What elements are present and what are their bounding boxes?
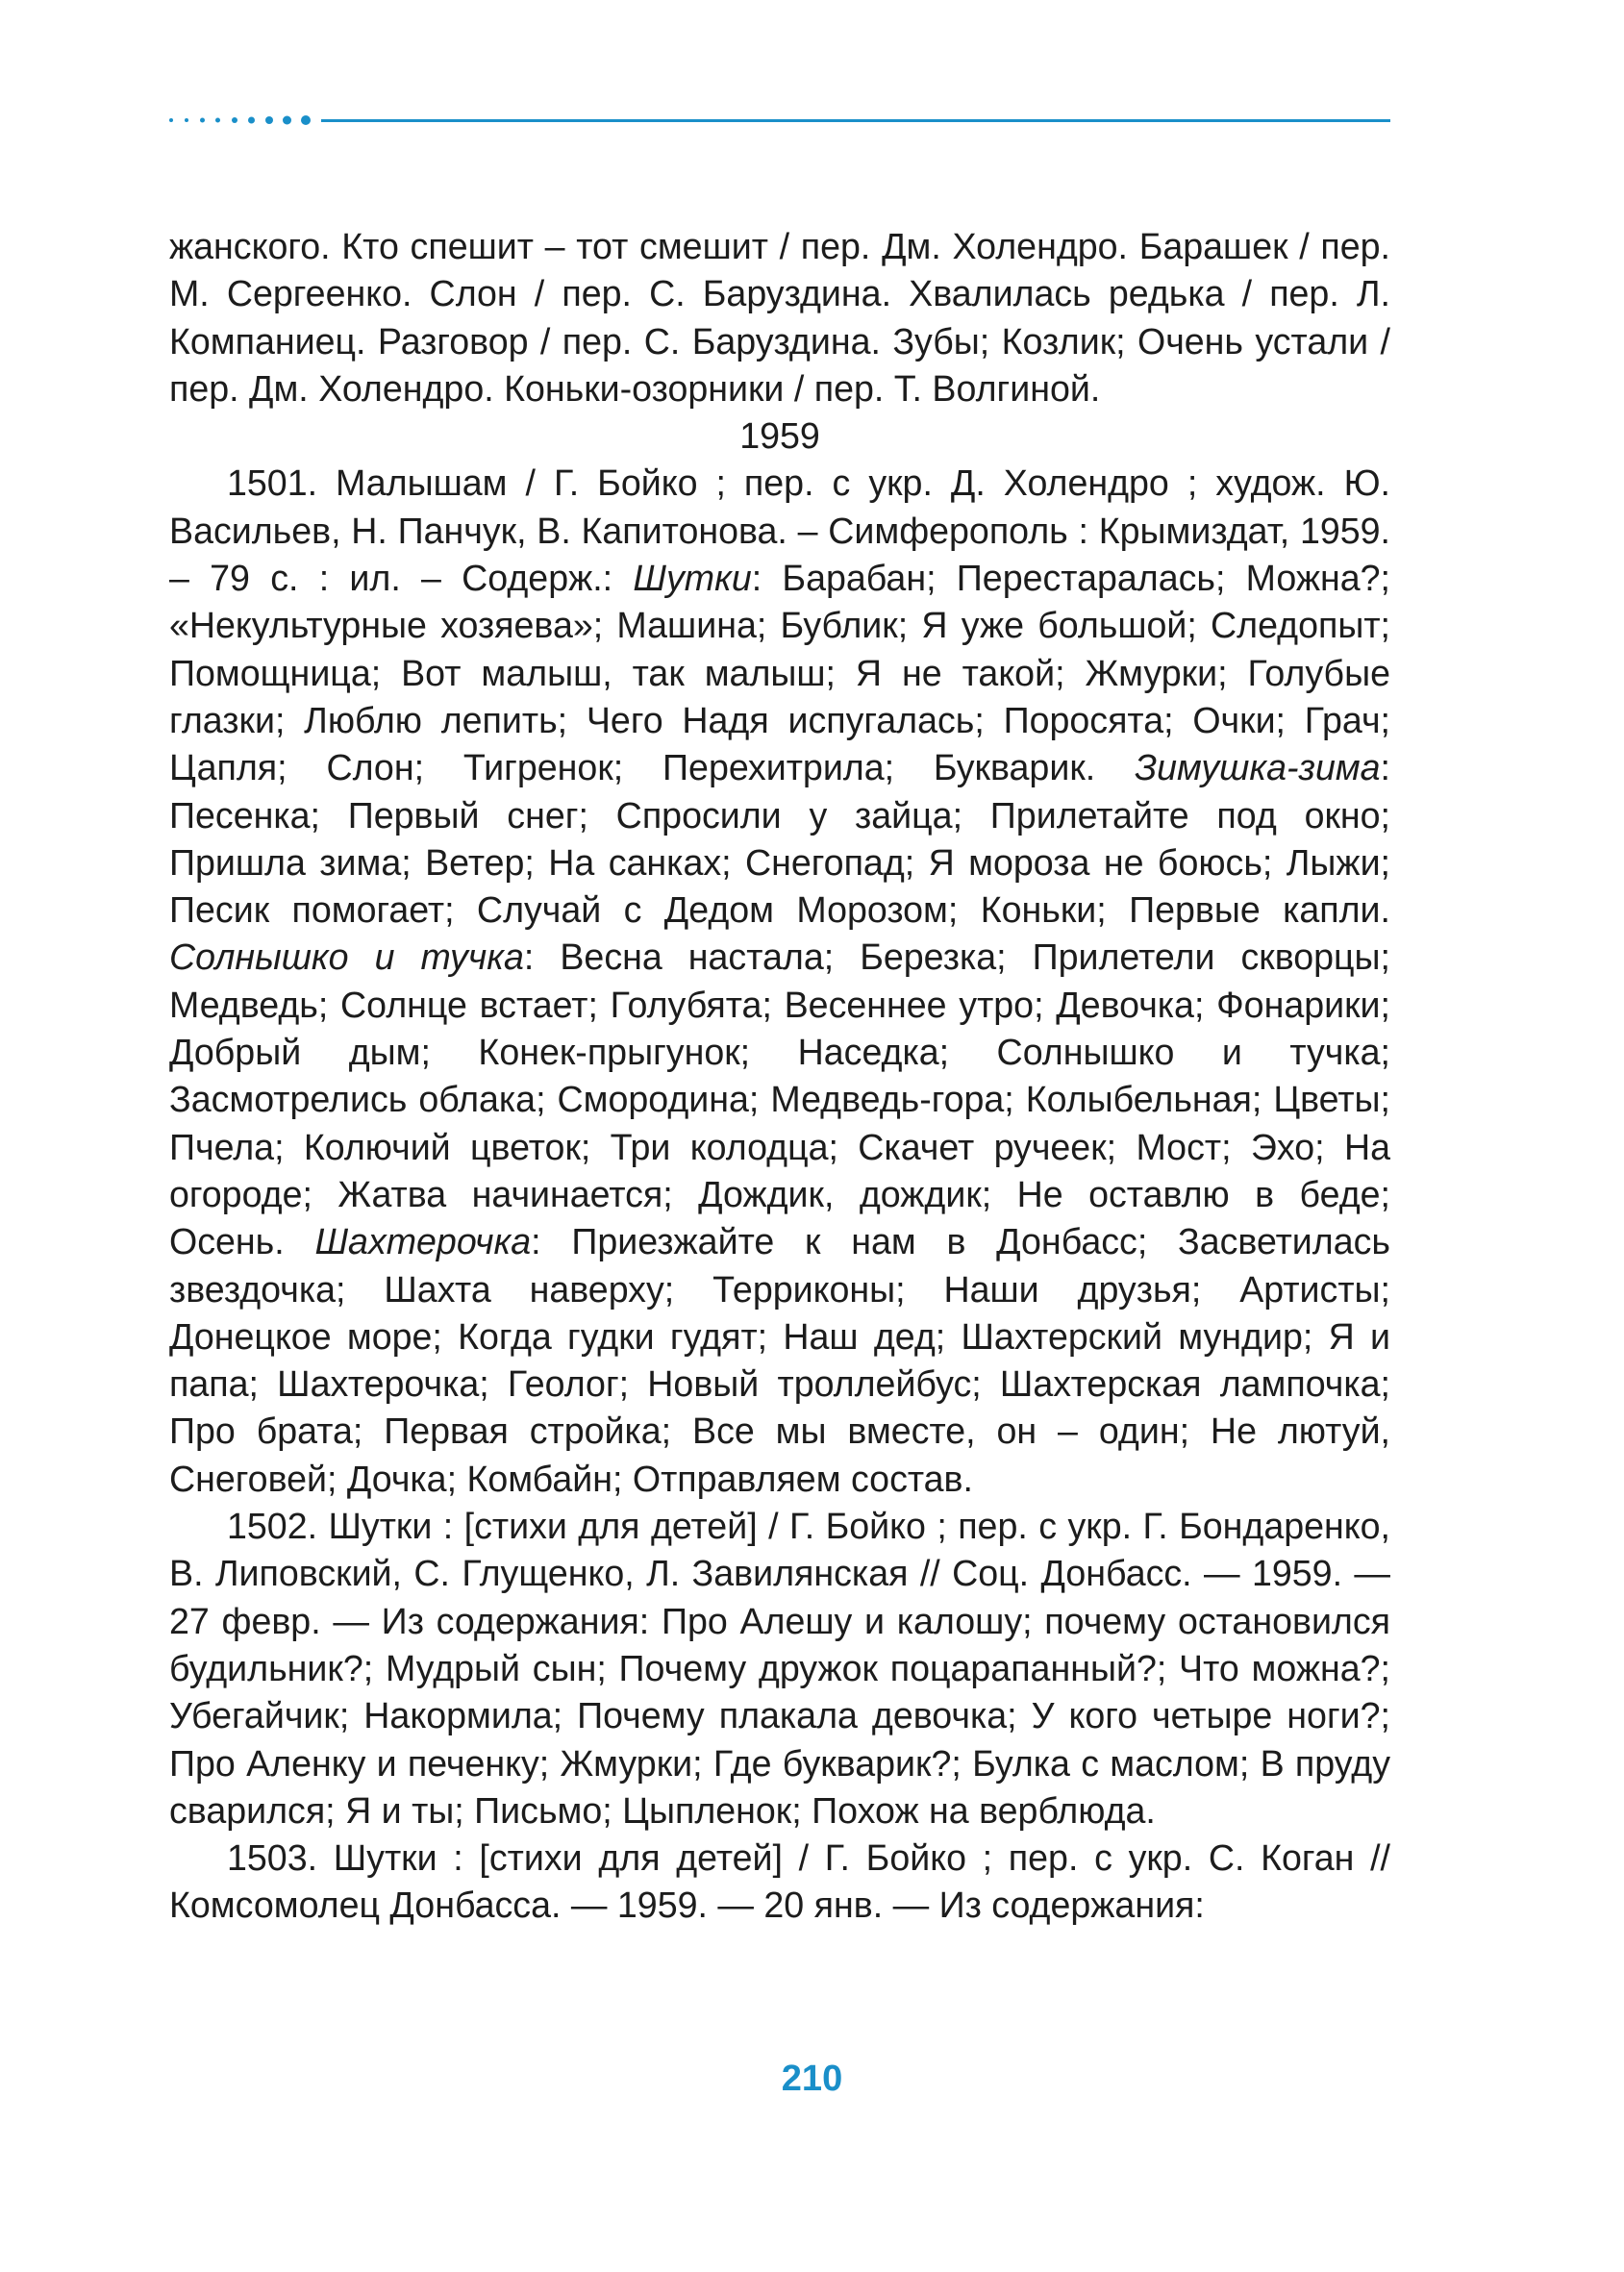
entry-text: : Песенка; Первый снег; Спросили у зайца; Прилетайте под окно; Пришла зима; Ветер; На санках; Снегопад; Я мороза не боюсь; Лыжи; Песик помогает; Случай с Дедом Морозом; Коньки; Первые капли. (169, 747, 1390, 931)
header-dot (232, 117, 237, 123)
bibliography-entry (169, 460, 1390, 1503)
page-number: 210 (781, 2059, 843, 2099)
header-line (321, 119, 1390, 122)
header-dot (169, 118, 173, 122)
header-dot (265, 116, 273, 124)
entry-text: : Барабан; Перестаралась; Можна?; «Некультурные хозяева»; Машина; Бублик; Я уже большой; Следопыт; Помощница; Вот малыш, так малыш; Я не такой; Жмурки; Голубые глазки; Люблю лепить; Чего Надя испугалась; Поросята; Очки; Грач; Цапля; Слон; Тигренок; Перехитрила; Букварик. (169, 558, 1390, 788)
entry-text: : Весна настала; Березка; Прилетели скворцы; Медведь; Солнце встает; Голубята; Весеннее утро; Девочка; Фонарики; Добрый дым; Конек-прыгунок; Наседка; Солнышко и тучка; Засмотрелись облака; Смородина; Медведь-гора; Колыбельная; Цветы; Пчела; Колючий цветок; Три колодца; Скачет ручеек; Мост; Эхо; На огороде; Жатва начинается; Дождик, дождик; Не оставлю в беде; Осень. (169, 936, 1391, 1262)
header-dot (248, 117, 255, 124)
entry-text: 1502. Шутки : [стихи для детей] / Г. Бойко ; пер. с укр. Г. Бондаренко, В. Липовский, С. Глущенко, Л. Завилянская // Соц. Донбасс. — 1959. — 27 февр. — Из содержания: Про Алешу и калошу; почему остановился будильник?; Мудрый сын; Почему дружок поцарапанный?; Что можна?; Убегайчик; Накормила; Почему плакала девочка; У кого четыре ноги?; Про Аленку и печенку; Жмурки; Где букварик?; Булка с маслом; В пруду сварился; Я и ты; Письмо; Цыпленок; Похож на верблюда. (169, 1506, 1390, 1831)
header-dot (215, 118, 220, 123)
header-decorative-rule (169, 113, 1390, 127)
entry-list (169, 460, 1390, 1929)
bibliography-entry (169, 1835, 1390, 1930)
year-heading: 1959 (739, 415, 820, 457)
header-dot (283, 116, 291, 125)
section-title: Зимушка-зима (1135, 747, 1381, 788)
entry-text: : Приезжайте к нам в Донбасс; Засветилась звездочка; Шахта наверху; Терриконы; Наши друзья; Артисты; Донецкое море; Когда гудки гудят; Наш дед; Шахтерский мундир; Я и папа; Шахтерочка; Геолог; Новый троллейбус; Шахтерская лампочка; Про брата; Первая стройка; Все мы вместе, он – один; Не лютуй, Снеговей; Дочка; Комбайн; Отправляем состав. (169, 1221, 1390, 1499)
header-dot (185, 118, 188, 122)
bibliography-entry (169, 1503, 1390, 1835)
section-title: Шахтерочка (314, 1221, 532, 1262)
section-title: Солнышко и тучка (169, 936, 524, 978)
header-dot (200, 118, 205, 123)
header-dot (301, 115, 311, 125)
entry-text: 1501. Малышам / Г. Бойко ; пер. с укр. Д. Холендро ; худож. Ю. Васильев, Н. Панчук, В. Капитонова. – Симферополь : Крымиздат, 1959. – 79 с. : ил. – Содерж.: (169, 462, 1390, 599)
section-title: Шутки (633, 558, 752, 599)
entry-text: 1503. Шутки : [стихи для детей] / Г. Бойко ; пер. с укр. С. Коган // Комсомолец Донбасса. — 1959. — 20 янв. — Из содержания: (169, 1837, 1390, 1926)
continuation-paragraph: жанского. Кто спешит – тот смешит / пер. Дм. Холендро. Барашек / пер. М. Сергеенко. Слон / пер. С. Баруздина. Хвалилась редька / пер. Л. Компаниец. Разговор / пер. С. Баруздина. Зубы; Козлик; Очень устали / пер. Дм. Холендро. Коньки-озорники / пер. Т. Волгиной. (169, 226, 1390, 409)
page-body (169, 223, 1390, 1930)
